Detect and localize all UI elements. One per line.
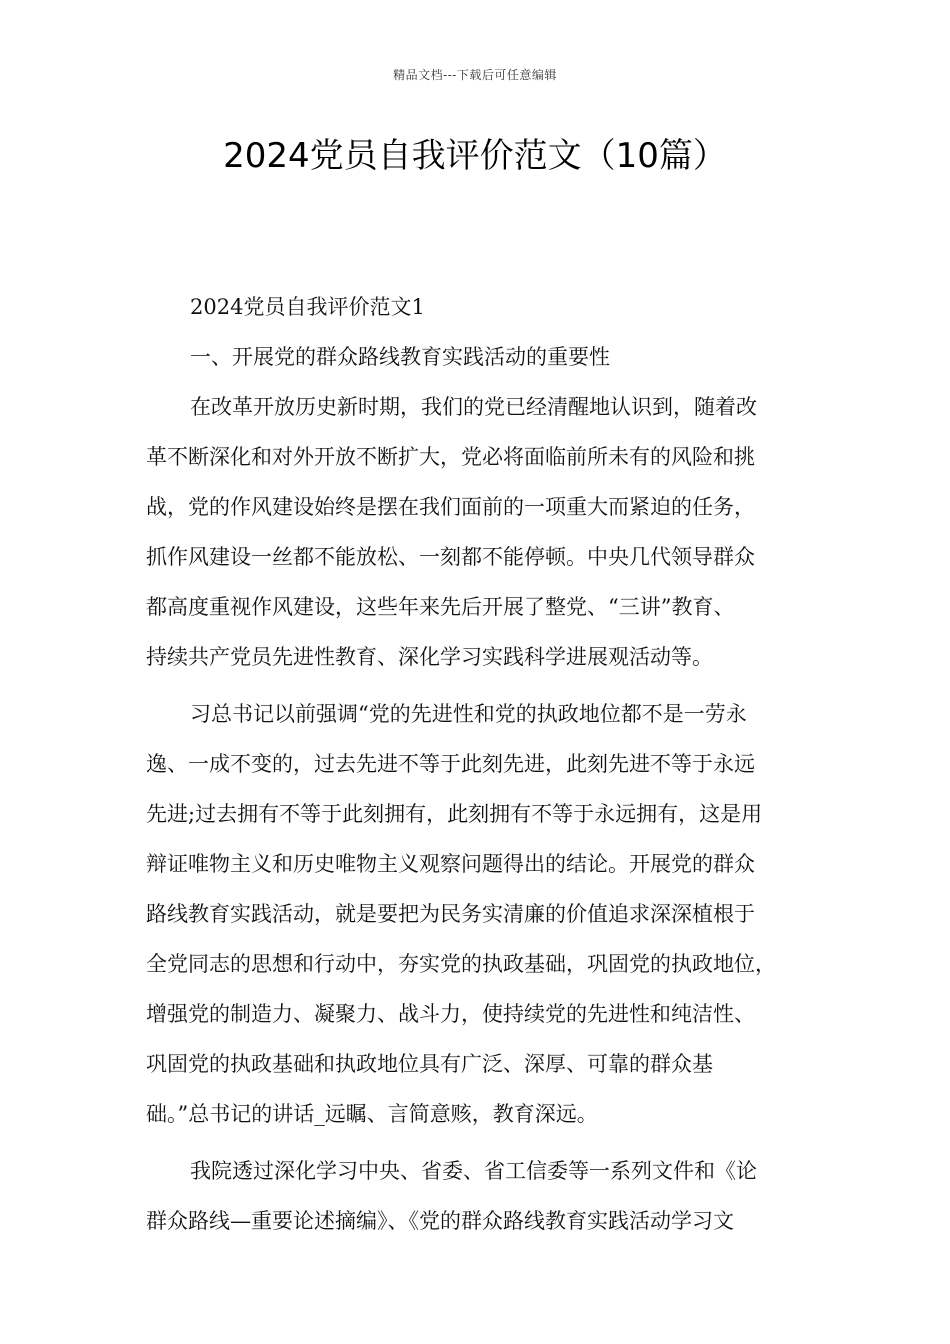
- paragraph-line: 战，党的作风建设始终是摆在我们面前的一项重大而紧迫的任务，: [146, 495, 755, 519]
- section-heading: 2024党员自我评价范文1: [190, 295, 425, 319]
- paragraph-line: 逸、一成不变的，过去先进不等于此刻先进，此刻先进不等于永远: [146, 752, 755, 776]
- header-note: 精品文档---下载后可任意编辑: [393, 68, 557, 82]
- paragraph-line: 群众路线—重要论述摘编》、《党的群众路线教育实践活动学习文: [146, 1209, 734, 1233]
- paragraph-line: 增强党的制造力、凝聚力、战斗力，使持续党的先进性和纯洁性、: [146, 1002, 755, 1026]
- paragraph-line: 础。”总书记的讲话_远瞩、言简意赅，教育深远。: [146, 1102, 598, 1126]
- paragraph-line: 全党同志的思想和行动中，夯实党的执政基础，巩固党的执政地位，: [146, 952, 776, 976]
- paragraph-line: 革不断深化和对外开放不断扩大，党必将面临前所未有的风险和挑: [146, 445, 755, 469]
- subsection-heading: 一、开展党的群众路线教育实践活动的重要性: [190, 345, 610, 369]
- paragraph-line: 巩固党的执政基础和执政地位具有广泛、深厚、可靠的群众基: [146, 1052, 713, 1076]
- paragraph-line: 先进;过去拥有不等于此刻拥有，此刻拥有不等于永远拥有，这是用: [146, 802, 763, 826]
- paragraph-line: 都高度重视作风建设，这些年来先后开展了整党、“三讲”教育、: [146, 595, 735, 619]
- paragraph-line: 我院透过深化学习中央、省委、省工信委等一系列文件和《论: [190, 1159, 757, 1183]
- paragraph-line: 习总书记以前强调“党的先进性和党的执政地位都不是一劳永: [190, 702, 747, 726]
- document-body: [146, 282, 810, 1246]
- paragraph-line: 路线教育实践活动，就是要把为民务实清廉的价值追求深深植根于: [146, 902, 755, 926]
- paragraph-line: 持续共产党员先进性教育、深化学习实践科学进展观活动等。: [146, 645, 713, 669]
- paragraph-line: 抓作风建设一丝都不能放松、一刻都不能停顿。中央几代领导群众: [146, 545, 755, 569]
- document-title: 2024党员自我评价范文（10篇）: [223, 136, 727, 176]
- paragraph-line: 在改革开放历史新时期，我们的党已经清醒地认识到，随着改: [190, 395, 757, 419]
- paragraph-line: 辩证唯物主义和历史唯物主义观察问题得出的结论。开展党的群众: [146, 852, 755, 876]
